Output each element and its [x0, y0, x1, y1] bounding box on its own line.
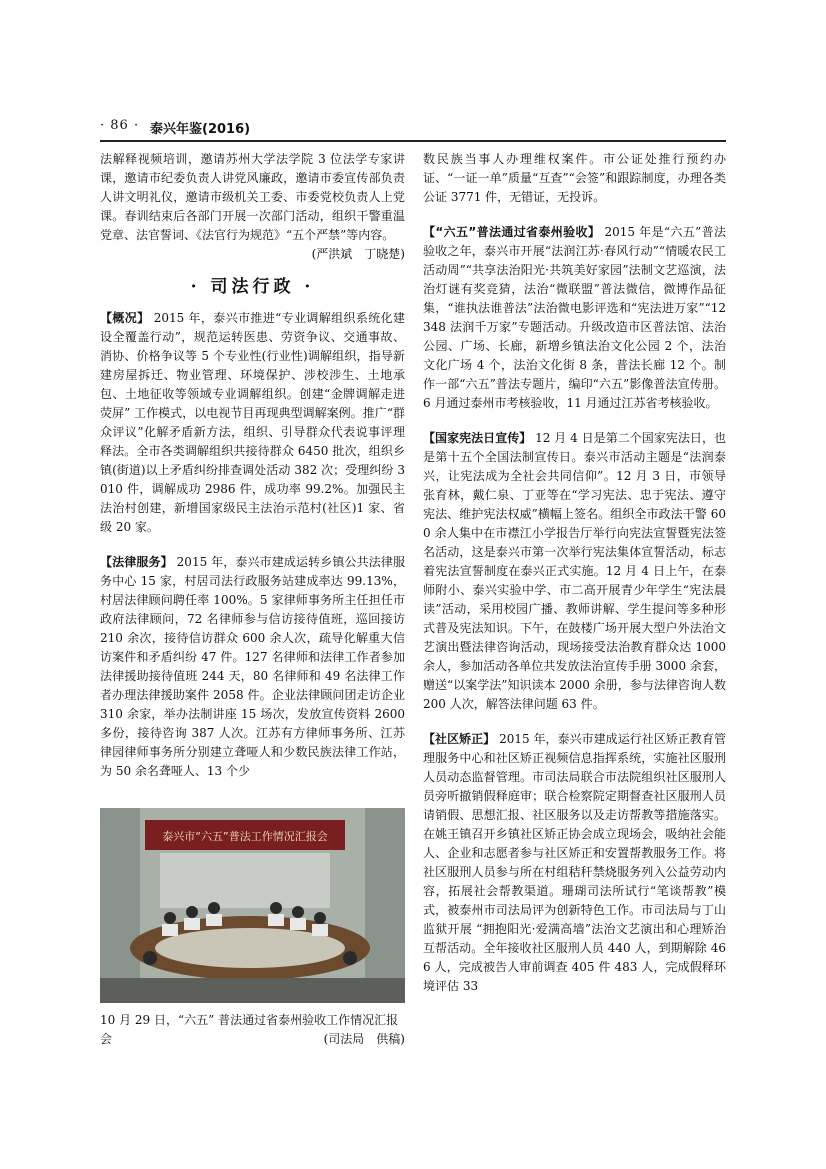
caption-source: (司法局 供稿)	[323, 1032, 405, 1046]
paragraph-overview: 【概况】 2015 年，泰兴市推进“专业调解组织系统化建设全覆盖行动”，规范运转医患、劳资争议、交通事故、消协、价格争议等 5 个专业性(行业性)调解组织，指导新建房屋拆迁、物业管理、环境保护、涉校涉生、土地承包、土地征收等领域专业调解组织。创建“金牌调解走进荧屏” 工作模式，以电视节目再现典型调解案例。推广“群众评议”化解矛盾新方法，组织、引导群众代表说事评理释法。全市各类调解组织共接待群众 6450 批次，组织乡镇(街道)以上矛盾纠纷排查调处活动 382 次；受理纠纷 3010 件，调解成功 2986 件，成功率 99.2%。加强民主法治村创建，新增国家级民主法治示范村(社区)1 家、省级 20 家。	[100, 311, 405, 534]
heading-constitution-day: 【国家宪法日宣传】	[423, 431, 532, 445]
paragraph-six-five-law: 【“六五”普法通过省泰州验收】 2015 年是“六五”普法验收之年，泰兴市开展“法润江苏·春风行动”“情暖农民工活动周”“共享法治阳光·共筑美好家园”法制文艺巡演，法治灯谜有奖竞猜，法治“微联盟”普法微信，微博作品征集，“谁执法谁普法”法治微电影评选和“宪法进万家”“12348 法润千万家”专题活动。升级改造市区普法馆、法治公园、广场、长廊，新增乡镇法治文化公园 2 个，法治文化广场 4 个，法治文化街 8 条，普法长廊 12 个。制作一部“六五”普法专题片，编印“六五”影像普法宣传册。6 月通过泰州市考核验收，11 月通过江苏省考核验收。	[423, 225, 726, 410]
photo-banner-text: 泰兴市“六五”普法工作情况汇报会	[162, 830, 328, 843]
book-title: 泰兴年鉴(2016)	[150, 122, 251, 137]
section-title: · 司法行政 ·	[190, 277, 315, 297]
paragraph-legal-service: 【法律服务】 2015 年，泰兴市建成运转乡镇公共法律服务中心 15 家，村居司法行政服务站建成率达 99.13%，村居法律顾问聘任率 100%。5 家律师事务所主任担任市政府法律顾问，72 名律师参与信访接待值班，巡回接访 210 余次，接待信访群众 600 余人次，疏导化解重大信访案件和矛盾纠纷 47 件。127 名律师和法律工作者参加法律援助接待值班 244 天，80 名律师和 49 名法律工作者办理法律援助案件 2058 件。企业法律顾问团走访企业 310 余家，举办法制讲座 15 场次，发放宣传资料 2600 多份，接待咨询 387 人次。江苏有方律师事务所、江苏律园律师事务所分别建立聋哑人和少数民族法律工作站，为 50 余名聋哑人、13 个少	[100, 555, 405, 778]
caption-text: 10 月 29 日，“六五” 普法通过省泰州验收工作情况汇报会	[100, 1013, 399, 1046]
heading-six-five-law: 【“六五”普法通过省泰州验收】	[423, 225, 601, 239]
page-number: · 86 ·	[100, 118, 140, 133]
intro-signature: (严洪斌 丁晓楚)	[311, 247, 405, 261]
meeting-photo	[100, 808, 405, 1003]
paragraph-constitution-day: 【国家宪法日宣传】 12 月 4 日是第二个国家宪法日，也是第十五个全国法制宣传日。泰兴市活动主题是“法润泰兴，让宪法成为全社会共同信仰”。12 月 3 日，市领导张育林，戴仁泉、丁亚等在“学习宪法、忠于宪法、遵守宪法、维护宪法权威”横幅上签名。组织全市政法干警 600 余人集中在市襟江小学报告厅举行向宪法宣誓暨宪法签名活动，这是泰兴市第一次举行宪法集体宣誓活动，标志着宪法宣誓制度在泰兴正式实施。12 月 4 日上午，在泰师附小、泰兴实验中学、市二高开展青少年学生“宪法晨读”活动，采用校园广播、教师讲解、学生提问等多种形式普及宪法知识。下午，在鼓楼广场开展大型户外法治文艺演出暨法律咨询活动，现场接受法治教育群众达 1000 余人，参加活动各单位共发放法治宣传手册 3000 余套，赠送“以案学法”知识读本 2000 余册，参与法律咨询人数 200 人次，解答法律问题 63 件。	[423, 431, 726, 711]
paragraph-continued: 数民族当事人办理维权案件。市公证处推行预约办证、“一证一单”质量“互查”“会签”和跟踪制度，办理各类公证 3771 件，无错证，无投诉。	[423, 152, 726, 204]
meeting-photo-illustration	[100, 808, 405, 1003]
heading-community-correction: 【社区矫正】	[423, 732, 496, 746]
heading-overview: 【概况】	[100, 311, 150, 325]
photo-caption	[100, 1011, 405, 1049]
intro-paragraph: 法解释视频培训，邀请苏州大学法学院 3 位法学专家讲课，邀请市纪委负责人讲党风廉政，邀请市委宣传部负责人讲文明礼仪，邀请市级机关工委、市委党校负责人上党课。春训结束后各部门开展一次部门活动，组织干警重温党章、法官誓词、《法官行为规范》“五个严禁”等内容。 (严洪斌 丁晓楚)	[100, 150, 405, 264]
page-header	[100, 118, 726, 140]
right-column	[423, 150, 726, 996]
left-column	[100, 150, 405, 781]
paragraph-community-correction: 【社区矫正】 2015 年，泰兴市建成运行社区矫正教育管理服务中心和社区矫正视频信息指挥系统，实施社区服刑人员动态监督管理。市司法局联合市法院组织社区服刑人员旁听撤销假释庭审；联合检察院定期督查社区服刑人员请销假、思想汇报、社区服务以及走访帮教等措施落实。在姚王镇召开乡镇社区矫正协会成立现场会，吸纳社会能人、企业和志愿者参与社区矫正和安置帮教服务工作。将社区服刑人员参与所在村组秸秆禁烧服务列入公益劳动内容，拓展社会帮教渠道。珊瑚司法所试行“笔谈帮教”模式，被泰州市司法局评为创新特色工作。市司法局与丁山监狱开展 “拥抱阳光·爱满高墙”法治文艺演出和心理矫治互帮活动。全年接收社区服刑人员 440 人，到期解除 466 人，完成被告人审前调查 405 件 483 人，完成假释环境评估 33	[423, 732, 726, 993]
heading-legal-service: 【法律服务】	[100, 555, 173, 569]
header-rule	[100, 140, 726, 142]
